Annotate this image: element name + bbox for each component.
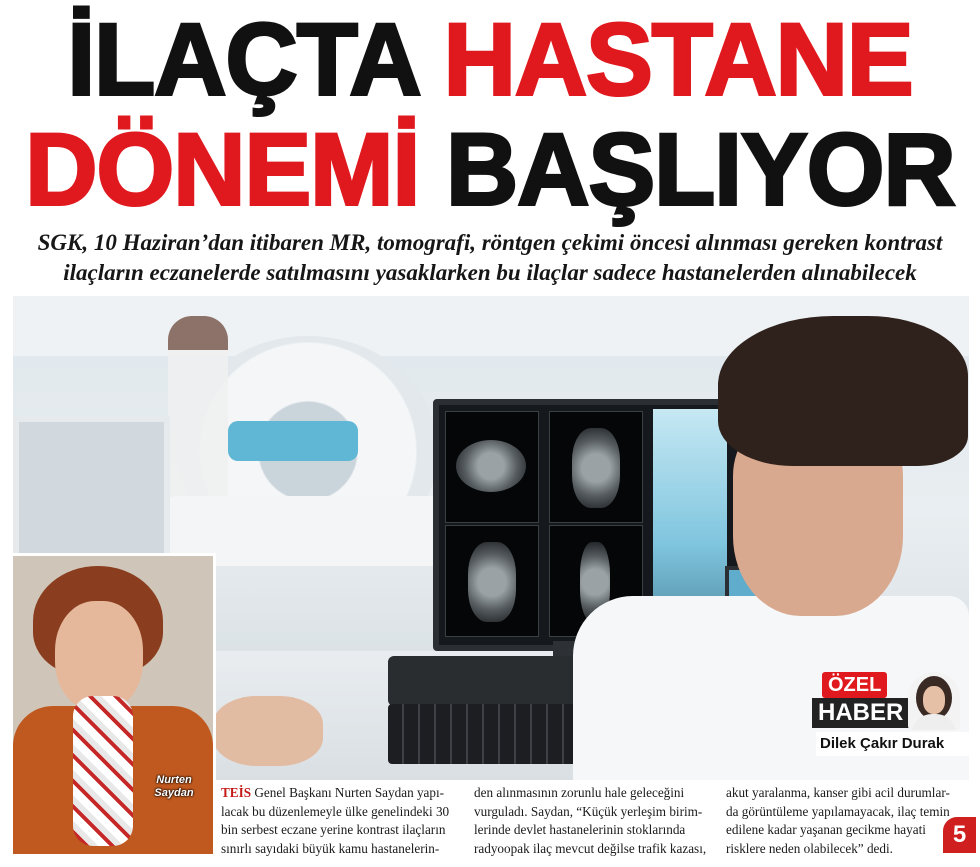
lead-word: TEİS [221, 785, 252, 800]
body-line: den alınmasının zorunlu hale geleceğini [474, 785, 685, 800]
badge-ozel-label: ÖZEL [822, 672, 887, 698]
portrait-caption [139, 774, 209, 800]
scan-image-axial [445, 411, 539, 523]
scan-image-coronal-1 [549, 411, 643, 523]
headline-line-1 [0, 2, 980, 118]
body-column-1 [221, 784, 456, 858]
body-line: akut yaralanma, kanser gibi acil durumlar- [726, 785, 950, 800]
body-line [221, 784, 456, 803]
page-number: 5 [943, 817, 976, 853]
headline-word-donemi: DÖNEMİ [25, 112, 420, 228]
author-name: Dilek Çakır Durak [816, 732, 970, 756]
doctor-hand [213, 696, 323, 766]
body-line: lerinde devlet hastanelerinin stoklarında [474, 822, 686, 838]
body-line: lacak bu düzenlemeyle ülke genelindeki 30 [221, 803, 450, 819]
body-line: da görüntüleme yapılamayacak, ilaç temin [726, 803, 950, 819]
body-text: Genel Başkanı Nurten Saydan yapı- [251, 785, 445, 800]
subtitle [0, 228, 980, 288]
body-line: edilene kadar yaşanan gecikme hayati [726, 822, 926, 838]
portrait-face [55, 601, 143, 711]
body-line: risklere neden olabilecek” dedi. [726, 840, 893, 856]
body-line: vurguladı. Saydan, “Küçük yerleşim birim- [474, 803, 703, 819]
caption-last-name: Saydan [154, 787, 194, 799]
headline-word-hastane: HASTANE [443, 2, 913, 118]
headline-word-basliyor: BAŞLIYOR [446, 112, 955, 228]
body-column-3 [726, 784, 958, 858]
author-avatar [908, 672, 960, 730]
patient-blanket [228, 421, 358, 461]
headline-word-ilacta: İLAÇTA [67, 2, 417, 118]
caption-first-name: Nurten [156, 774, 192, 786]
subtitle-line-1: SGK, 10 Haziran’dan itibaren MR, tomografi, röntgen çekimi öncesi alınması gereken kontrast [37, 230, 943, 255]
scan-image-coronal-2 [445, 525, 539, 637]
badge-haber-label: HABER [812, 698, 909, 728]
body-line: radyoopak ilaç mevcut değilse trafik kazası, [474, 840, 707, 856]
portrait-scarf [73, 696, 133, 846]
doctor-hair [718, 316, 968, 466]
portrait-nurten-saydan [13, 553, 216, 854]
technician-figure [168, 316, 228, 506]
body-column-2 [474, 784, 709, 858]
ozel-haber-badge [812, 672, 962, 764]
subtitle-line-2: ilaçların eczanelerde satılmasını yasaklarken bu ilaçlar sadece hastanelerden alınabilecek [63, 260, 917, 285]
body-line: bin serbest eczane yerine kontrast ilaçların [221, 822, 446, 838]
headline-line-2 [0, 112, 980, 228]
body-line: sınırlı sayıdaki büyük kamu hastanelerin- [221, 840, 440, 856]
